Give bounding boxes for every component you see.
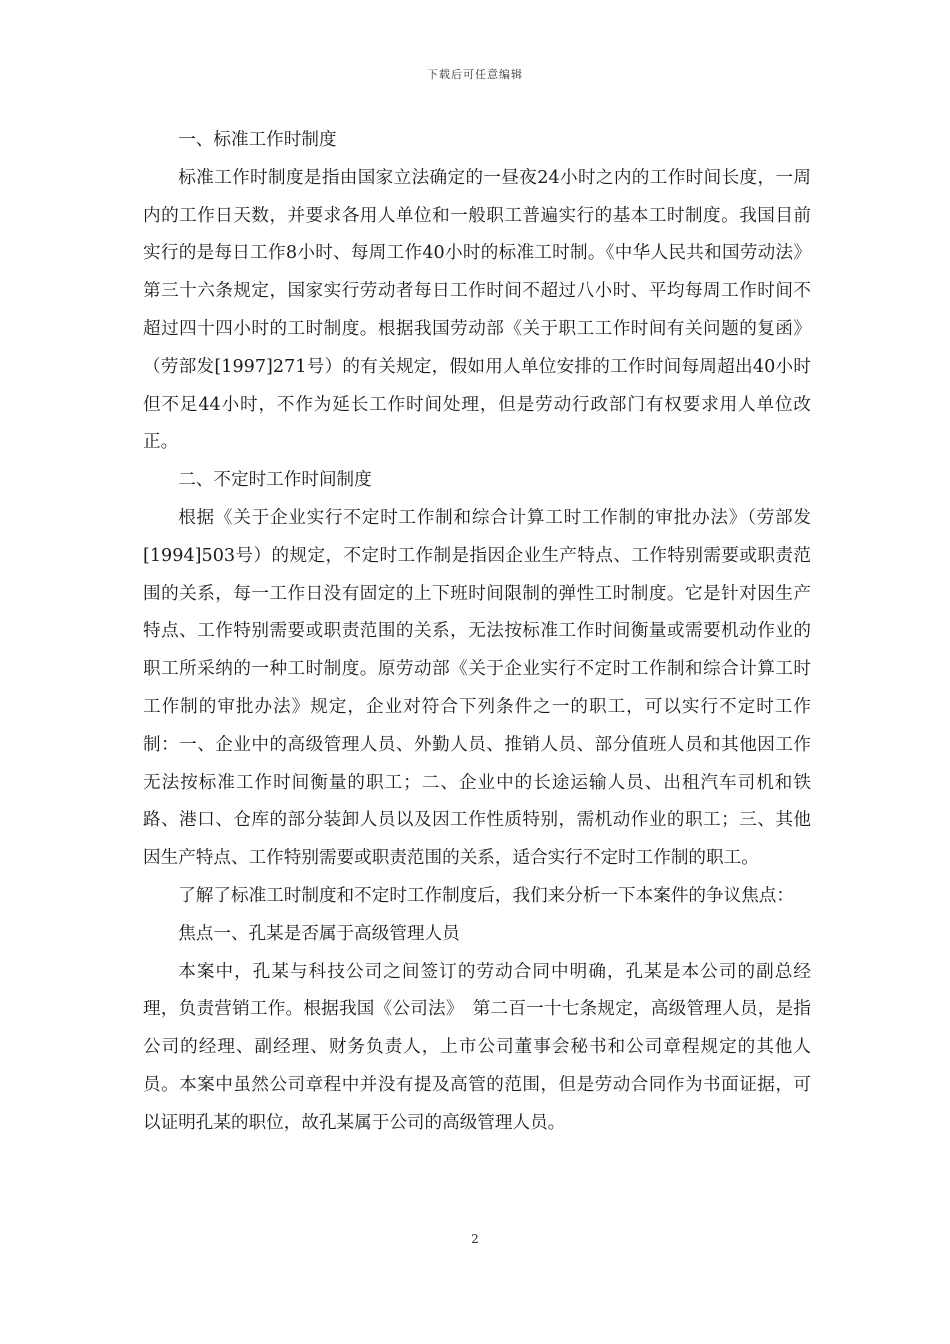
- focus-heading-one: 焦点一、孔某是否属于高级管理人员: [178, 923, 460, 944]
- page-header: 下载后可任意编辑: [427, 68, 523, 81]
- section-heading-flexible-hours: 二、不定时工作时间制度: [178, 470, 372, 491]
- paragraph-standard-hours: 标准工作时制度是指由国家立法确定的一昼夜24小时之内的工作时间长度，一周内的工作日天数，并要求各用人单位和一般职工普遍实行的基本工时制度。我国目前实行的是每日工作8小时、每周工作40小时的标准工时制。《中华人民共和国劳动法》第三十六条规定，国家实行劳动者每日工作时间不超过八小时、平均每周工作时间不超过四十四小时的工时制度。根据我国劳动部《关于职工工作时间有关问题的复函》（劳部发[1997]271号）的有关规定，假如用人单位安排的工作时间每周超出40小时但不足44小时，不作为延长工作时间处理，但是劳动行政部门有权要求用人单位改正。: [143, 167, 811, 453]
- paragraph-transition: 了解了标准工时制度和不定时工作制度后，我们来分析一下本案件的争议焦点：: [178, 885, 794, 906]
- paragraph-flexible-hours: 根据《关于企业实行不定时工作制和综合计算工时工作制的审批办法》（劳部发[1994]503号）的规定，不定时工作制是指因企业生产特点、工作特别需要或职责范围的关系，每一工作日没有固定的上下班时间限制的弹性工时制度。它是针对因生产特点、工作特别需要或职责范围的关系，无法按标准工作时间衡量或需要机动作业的职工所采纳的一种工时制度。原劳动部《关于企业实行不定时工作制和综合计算工时工作制的审批办法》规定，企业对符合下列条件之一的职工，可以实行不定时工作制：一、企业中的高级管理人员、外勤人员、推销人员、部分值班人员和其他因工作无法按标准工作时间衡量的职工；二、企业中的长途运输人员、出租汽车司机和铁路、港口、仓库的部分装卸人员以及因工作性质特别，需机动作业的职工；三、其他因生产特点、工作特别需要或职责范围的关系，适合实行不定时工作制的职工。: [143, 507, 811, 869]
- section-heading-standard-hours: 一、标准工作时制度: [178, 130, 337, 150]
- page-number: 2: [471, 1232, 479, 1246]
- paragraph-focus-one: 本案中，孔某与科技公司之间签订的劳动合同中明确，孔某是本公司的副总经理，负责营销工作。根据我国《公司法》 第二百一十七条规定，高级管理人员，是指公司的经理、副经理、财务负责人，上市公司董事会秘书和公司章程规定的其他人员。本案中虽然公司章程中并没有提及高管的范围，但是劳动合同作为书面证据，可以证明孔某的职位，故孔某属于公司的高级管理人员。: [143, 961, 811, 1133]
- document-body: [143, 122, 811, 1143]
